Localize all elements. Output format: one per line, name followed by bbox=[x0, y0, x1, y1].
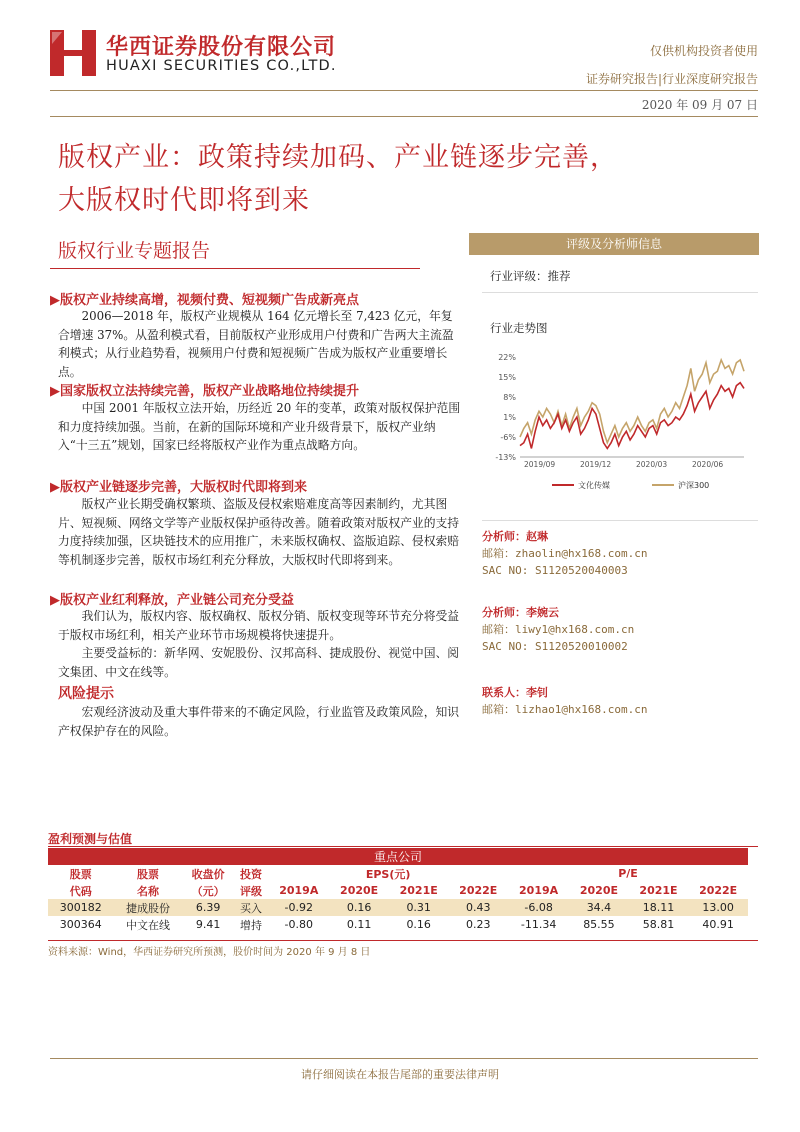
industry-rating: 行业评级：推荐 bbox=[490, 269, 571, 283]
cell: 34.4 bbox=[569, 899, 629, 916]
y-tick-label: -6% bbox=[500, 433, 516, 442]
audience-note: 仅供机构投资者使用 bbox=[649, 44, 758, 58]
trend-chart bbox=[482, 345, 758, 495]
point-body: 我们认为，版权内容、版权确权、版权分销、版权变现等环节充分将受益于版权市场红利，相关产业环节市场规模将快速提升。 主要受益标的：新华网、安妮股份、汉邦高科、捷成股份、视觉中国、阅文集团、中文在线等。 bbox=[58, 609, 460, 679]
cell: 300364 bbox=[59, 918, 102, 931]
th-year: 2020E bbox=[340, 884, 379, 897]
x-tick-label: 2019/12 bbox=[580, 460, 612, 469]
point-heading: ▶版权产业持续高增，视频付费、短视频广告成新亮点 bbox=[50, 293, 359, 308]
cell: 0.31 bbox=[389, 899, 449, 916]
section-underline bbox=[50, 268, 420, 269]
point-body: 中国 2001 年版权立法开始，历经近 20 年的变革，政策对版权保护范围和力度持续加强。当前，在新的国际环境和产业升级背景下，版权产业纳入“十三五”规划，国家已经将版权产业作为重点战略方向。 bbox=[58, 401, 461, 452]
company-logo-icon bbox=[50, 30, 96, 76]
th-year: 2022E bbox=[459, 884, 498, 897]
th-pe: P/E bbox=[618, 867, 638, 880]
point-heading: ▶版权产业链逐步完善，大版权时代即将到来 bbox=[50, 480, 307, 495]
th-year: 2019A bbox=[519, 884, 559, 897]
date-divider bbox=[50, 116, 758, 117]
th: 投资 bbox=[240, 867, 263, 881]
table-section-label: 盈利预测与估值 bbox=[48, 832, 133, 846]
y-tick-label: 8% bbox=[503, 393, 516, 402]
cell: 捷成股份 bbox=[114, 899, 183, 916]
analyst-card bbox=[482, 528, 647, 579]
cell: -0.92 bbox=[268, 899, 329, 916]
series-line bbox=[520, 360, 744, 443]
report-type: 证券研究报告|行业深度研究报告 bbox=[585, 72, 758, 86]
analyst-email[interactable]: 邮箱：zhaolin@hx168.com.cn bbox=[482, 547, 648, 560]
cell: 0.11 bbox=[346, 918, 372, 931]
th: 评级 bbox=[240, 884, 263, 898]
point-body: 2006—2018 年，版权产业规模从 164 亿元增长至 7,423 亿元，年复合增速 37%。从盈利模式看，目前版权产业形成用户付费和广告两大主流盈利模式；从行业趋势看，视频用户付费和短视频广告成为版权产业重要增长点。 bbox=[58, 309, 454, 379]
th-year: 2022E bbox=[699, 884, 738, 897]
analyst-sac: SAC NO: S1120520010002 bbox=[482, 640, 628, 653]
cell: 买入 bbox=[234, 899, 268, 916]
cell: 9.41 bbox=[195, 918, 221, 931]
th: 股票 bbox=[69, 867, 92, 881]
analyst-sac: SAC NO: S1120520040003 bbox=[482, 564, 628, 577]
cell: 0.43 bbox=[448, 899, 508, 916]
cell: 中文在线 bbox=[125, 918, 170, 932]
report-title-line2: 大版权时代即将到来 bbox=[58, 185, 310, 216]
y-tick-label: -13% bbox=[495, 453, 516, 462]
cell: -11.34 bbox=[520, 918, 557, 931]
trend-chart-label: 行业走势图 bbox=[490, 321, 548, 335]
cell: 13.00 bbox=[688, 899, 748, 916]
analyst-name: 分析师：赵琳 bbox=[482, 530, 548, 543]
footer-note: 请仔细阅读在本报告尾部的重要法律声明 bbox=[301, 1068, 499, 1081]
footer-divider bbox=[50, 1058, 758, 1059]
th-year: 2020E bbox=[579, 884, 618, 897]
th: 名称 bbox=[136, 884, 159, 898]
cell: 0.23 bbox=[466, 918, 491, 931]
table-bottom-rule bbox=[48, 940, 758, 941]
table-row bbox=[48, 899, 748, 916]
y-tick-label: 1% bbox=[503, 413, 516, 422]
analyst-name: 分析师：李婉云 bbox=[482, 606, 559, 619]
cell: 18.11 bbox=[629, 899, 689, 916]
company-name-cn: 华西证券股份有限公司 bbox=[106, 35, 337, 60]
x-tick-label: 2020/06 bbox=[692, 460, 724, 469]
table-source: 资料来源：Wind，华西证券研究所预测，股价时间为 2020 年 9 月 8 日 bbox=[48, 947, 371, 958]
point-heading: ▶版权产业红利释放，产业链公司充分受益 bbox=[50, 593, 294, 608]
sidebar-divider bbox=[482, 292, 758, 293]
th-year: 2021E bbox=[399, 884, 438, 897]
contact-name: 联系人：李钊 bbox=[482, 686, 548, 699]
series-line bbox=[520, 383, 744, 449]
th: 股票 bbox=[136, 867, 159, 881]
legend-label: 沪深300 bbox=[678, 481, 710, 490]
sidebar-header: 评级及分析师信息 bbox=[469, 233, 759, 255]
cell: 0.16 bbox=[329, 899, 389, 916]
section-title: 版权行业专题报告 bbox=[58, 240, 211, 262]
table-top-rule bbox=[48, 846, 758, 847]
company-name-en: HUAXI SECURITIES CO.,LTD. bbox=[106, 58, 337, 74]
point-body: 版权产业长期受确权繁琐、盗版及侵权索赔难度高等因素制约，尤其图片、短视频、网络文学等产业版权保护亟待改善。随着政策对版权产业的支持力度持续加强，区块链技术的应用推广，未来版权确权、盗版追踪、侵权索赔等机制逐步完善，版权市场红利充分释放，大版权时代即将到来。 bbox=[58, 497, 460, 567]
th-eps: EPS(元) bbox=[365, 867, 411, 881]
cell: 58.81 bbox=[642, 918, 675, 931]
forecast-table bbox=[48, 848, 748, 933]
table-group-header: 重点公司 bbox=[48, 848, 748, 865]
legend-label: 文化传媒 bbox=[578, 481, 610, 490]
cell: 6.39 bbox=[182, 899, 234, 916]
th-year: 2021E bbox=[639, 884, 678, 897]
analyst-card bbox=[482, 604, 634, 655]
x-tick-label: 2020/03 bbox=[636, 460, 668, 469]
cell: 增持 bbox=[240, 918, 263, 932]
y-tick-label: 22% bbox=[498, 353, 516, 362]
th: 代码 bbox=[69, 884, 92, 898]
sidebar-divider bbox=[482, 520, 758, 521]
point-heading: ▶国家版权立法持续完善，版权产业战略地位持续提升 bbox=[50, 384, 359, 399]
analyst-email[interactable]: 邮箱：liwy1@hx168.com.cn bbox=[482, 623, 635, 636]
contact-card bbox=[482, 684, 647, 718]
cell: 300182 bbox=[48, 899, 114, 916]
cell: 0.16 bbox=[406, 918, 431, 931]
th-year: 2019A bbox=[279, 884, 319, 897]
table-row bbox=[48, 916, 748, 933]
cell: 85.55 bbox=[583, 918, 615, 931]
header-divider bbox=[50, 90, 758, 91]
x-tick-label: 2019/09 bbox=[524, 460, 556, 469]
th: 收盘价 bbox=[191, 867, 225, 881]
risk-body: 宏观经济波动及重大事件带来的不确定风险，行业监管及政策风险，知识产权保护存在的风险。 bbox=[58, 705, 460, 738]
report-title-line1: 版权产业：政策持续加码、产业链逐步完善， bbox=[58, 142, 618, 173]
report-date: 2020 年 09 月 07 日 bbox=[641, 98, 758, 112]
cell: 40.91 bbox=[702, 918, 734, 931]
y-tick-label: 15% bbox=[498, 373, 516, 382]
th: （元） bbox=[191, 884, 225, 898]
risk-heading: 风险提示 bbox=[58, 686, 114, 702]
cell: -6.08 bbox=[508, 899, 569, 916]
cell: -0.80 bbox=[284, 918, 314, 931]
contact-email[interactable]: 邮箱：lizhao1@hx168.com.cn bbox=[482, 703, 648, 716]
